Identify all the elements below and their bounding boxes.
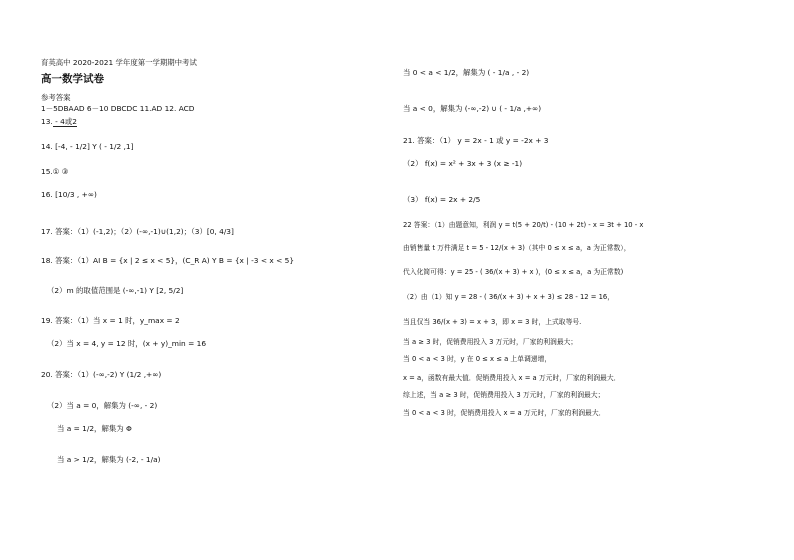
- answer-22-line3: 代入化简可得：y = 25 - ( 36/(x + 3) + x )，(0 ≤ x ≤ a，a 为正常数): [403, 268, 624, 276]
- answer-19-part1: 19. 答案：（1）当 x = 1 时，y_max = 2: [41, 316, 180, 325]
- answer-22-line9: 综上述，当 a ≥ 3 时，促销费用投入 3 万元时，厂家的利润最大；: [403, 391, 605, 399]
- answer-15: 15.① ③: [41, 167, 69, 176]
- answer-21-part1: 21. 答案：（1） y = 2x - 1 或 y = -2x + 3: [403, 136, 549, 145]
- answer-16: 16. [10/3 , +∞): [41, 190, 97, 199]
- answer-22-line4: （2）由（1）知 y = 28 - ( 36/(x + 3) + x + 3) ≤ 28 - 12 = 16，: [403, 293, 615, 301]
- answer-13: 13. - 4或2: [41, 117, 77, 126]
- subject-title: 高一数学试卷: [41, 73, 104, 85]
- answer-21-part3: （3） f(x) = 2x + 2/5: [403, 195, 481, 204]
- answer-22-line2: 由销售量 t 万件满足 t = 5 - 12/(x + 3)（其中 0 ≤ x ≤ a，a 为正常数），: [403, 244, 631, 252]
- school-exam-title: 育英高中 2020-2021 学年度第一学期期中考试: [41, 58, 197, 67]
- answer-18-part1: 18. 答案：（1）AI B = {x | 2 ≤ x < 5}，(C_R A) Y B = {x | -3 < x < 5}: [41, 256, 295, 265]
- answer-22-line7: 当 0 < a < 3 时，y 在 0 ≤ x ≤ a 上单调递增，: [403, 355, 552, 363]
- answer-22-line6: 当 a ≥ 3 时，促销费用投入 3 万元时，厂家的利润最大；: [403, 338, 578, 346]
- answer-21-part2: （2） f(x) = x² + 3x + 3 (x ≥ -1): [403, 159, 523, 168]
- answer-14: 14. [-4, - 1/2] Y ( - 1/2 ,1]: [41, 142, 134, 151]
- answer-20-part2: （2）当 a = 0，解集为 (-∞, - 2): [47, 401, 158, 410]
- answer-22-line5: 当且仅当 36/(x + 3) = x + 3，即 x = 3 时，上式取等号.: [403, 318, 582, 326]
- answer-20-case-between: 当 0 < a < 1/2，解集为 ( - 1/a , - 2): [403, 68, 530, 77]
- answer-20-case-half: 当 a = 1/2，解集为 Φ: [57, 424, 132, 433]
- mc-answers: 1－5DBAAD 6－10 DBCDC 11.AD 12. ACD: [41, 104, 195, 113]
- answer-22-line1: 22 答案：（1）由题意知，利润 y = t(5 + 20/t) - (10 + 2t) - x = 3t + 10 - x: [403, 221, 644, 229]
- answers-heading: 参考答案: [41, 93, 71, 102]
- answer-13-underline: [53, 126, 77, 127]
- answer-18-part2: （2）m 的取值范围是 (-∞,-1) Y [2, 5/2]: [47, 286, 184, 295]
- answer-20-part1: 20. 答案：（1）(-∞,-2) Y (1/2 ,+∞): [41, 370, 162, 379]
- answer-20-case-greater: 当 a > 1/2，解集为 (-2, - 1/a): [57, 455, 161, 464]
- answer-22-line8: x = a，函数有最大值．促销费用投入 x = a 万元时，厂家的利润最大．: [403, 374, 621, 382]
- answer-20-case-negative: 当 a < 0，解集为 (-∞,-2) ∪ ( - 1/a ,+∞): [403, 104, 542, 113]
- answer-22-line10: 当 0 < a < 3 时，促销费用投入 x = a 万元时，厂家的利润最大．: [403, 409, 606, 417]
- answer-17: 17. 答案：（1）(-1,2)；（2）(-∞,-1)∪(1,2)；（3）[0, 4/3]: [41, 227, 234, 236]
- answer-19-part2: （2）当 x = 4, y = 12 时，(x + y)_min = 16: [47, 339, 207, 348]
